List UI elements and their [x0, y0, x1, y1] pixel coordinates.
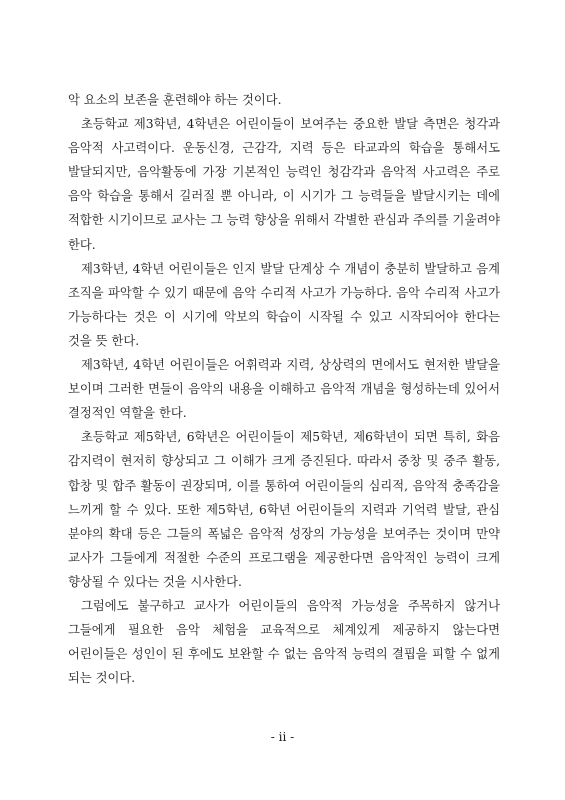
paragraph-conclusion: 그럼에도 불구하고 교사가 어린이들의 음악적 가능성을 주목하지 않거나 그들에게 필요한 음악 체험을 교육적으로 체계있게 제공하지 않는다면 어린이들은 성인이 된 후에도 보완할 수 없는 음악적 능력의 결핍을 피할 수 없게 되는 것이다.	[68, 598, 500, 686]
body-text	[68, 88, 500, 690]
paragraph-grade-3-4-number-concept: 제3학년, 4학년 어린이들은 인지 발달 단계상 수 개념이 충분히 발달하고 음계 조직을 파악할 수 있기 때문에 음악 수리적 사고가 가능하다. 음악 수리적 사고가 가능하다는 것은 이 시기에 악보의 학습이 시작될 수 있고 시작되어야 한다는 것을 뜻 한다.	[68, 261, 500, 348]
paragraph-grade-5-6-harmony: 초등학교 제5학년, 6학년은 어린이들이 제5학년, 제6학년이 되면 특히, 화음 감지력이 현저히 향상되고 그 이해가 크게 증진된다. 따라서 중창 및 중주 활동, 합창 및 합주 활동이 권장되며, 이를 통하여 어린이들의 심리적, 음악적 충족감을 느끼게 할 수 있다. 또한 제5학년, 6학년 어린이들의 지력과 기억력 발달, 관심 분야의 확대 등은 그들의 폭넓은 음악적 성장의 가능성을 보여주는 것이며 만약 교사가 그들에게 적절한 수준의 프로그램을 제공한다면 음악적인 능력이 크게 향상될 수 있다는 것을 시사한다.	[68, 430, 500, 589]
page-number: - ii -	[270, 730, 295, 744]
paragraph-continuation: 악 요소의 보존을 훈련해야 하는 것이다.	[68, 93, 282, 107]
paragraph-grade-3-4-vocabulary: 제3학년, 4학년 어린이들은 어휘력과 지력, 상상력의 면에서도 현저한 발달을 보이며 그러한 면들이 음악의 내용을 이해하고 음악적 개념을 형성하는데 있어서 결정적인 역할을 한다.	[68, 358, 500, 421]
paragraph-grade-3-4-auditory: 초등학교 제3학년, 4학년은 어린이들이 보여주는 중요한 발달 측면은 청각과 음악적 사고력이다. 운동신경, 근감각, 지력 등은 타교과의 학습을 통해서도 발달되지만, 음악활동에 가장 기본적인 능력인 청감각과 음악적 사고력은 주로 음악 학습을 통해서 길러질 뿐 아니라, 이 시기가 그 능력들을 발달시키는 데에 적합한 시기이므로 교사는 그 능력 향상을 위해서 각별한 관심과 주의를 기울려야 한다.	[68, 117, 500, 252]
